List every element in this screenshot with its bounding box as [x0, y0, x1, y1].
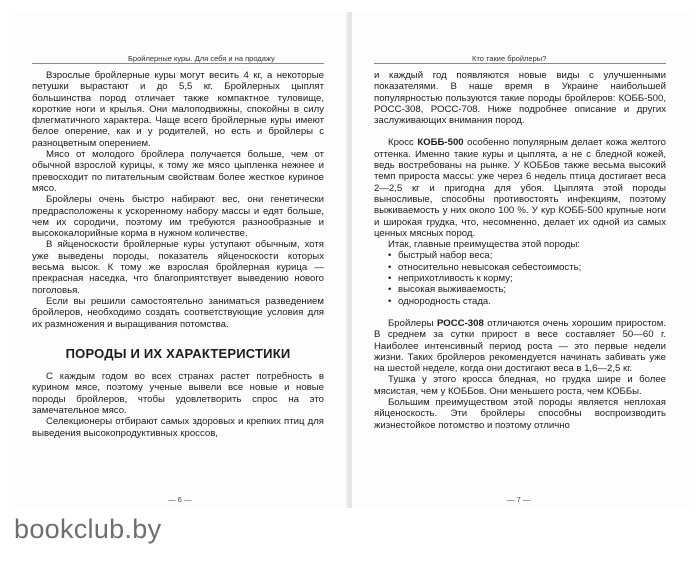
paragraph: и каждый год появляются новые виды с улучшенными показателями. В наше время в Украине наибольшей популярностью пользуются такие породы бройлеров: КОББ-500, РОСС-308, РОСС-708. Ниже подробнее описание и других заслуживающих внимания пород. [374, 70, 666, 127]
paragraph: В яйценоскости бройлерные куры уступают обычным, хотя уже выведены породы, показатель яйценоскости которых весьма высок. К тому же взрослая бройлерная курица — прекрасная наседка, что благоприятствует выведению нового поголовья. [32, 239, 324, 296]
list-item: • высокая выживаемость; [388, 284, 666, 295]
paragraph: Бройлеры очень быстро набирают вес, они генетически предрасположены к ускоренному набору массы и едят больше, чем их сородичи, поэтому им требуются разнообразные и высококалорийные корма в нужном количестве. [32, 194, 324, 240]
cobb-description: особенно популярным делает кожа желтого оттенка. Именно такие куры и цыплята, а не с бледной кожей, ведь востребованы на рынке. У КОББов также весьма высокий темп прироста массы: уже через 6 недель птица достигает веса 2—2,5 кг и пригодна для убоя. Цыплята этой породы выносливые, способны противостоять инфекциям, поэтому выживаемость у них около 100 %. У кур КОББ-500 крупные ноги и широкая грудка, что, несомненно, делает их одной из самых ценных мясных пород. [374, 137, 666, 239]
list-item: • неприхотливость к корму; [388, 273, 666, 284]
paragraph-ross [374, 318, 666, 374]
breed-name-ross: РОСС-308 [437, 317, 484, 329]
paragraph: Взрослые бройлерные куры могут весить 4 кг, а некоторые петушки вырастают и до 5,5 кг. Бройлерных цыплят большинства пород отличает также компактное туловище, короткие ноги и крылья. Они малоподвижны, спокойны в силу флегматичного характера. Чаще всего бройлерные куры имеют белое оперение, как и у родителей, но есть и бройлеры с разноцветным оперением. [32, 70, 324, 149]
watermark-logo: bookclub.by [14, 514, 162, 544]
right-page [352, 12, 690, 508]
paragraph: Тушка у этого кросса бледная, но грудка шире и более мясистая, чем у КОББов. Они меньшего роста, чем КОББы. [374, 374, 666, 397]
breed-name-cobb: КОББ-500 [417, 137, 464, 149]
right-page-body [374, 70, 666, 431]
ross-lead-text: Бройлеры [388, 317, 437, 329]
left-page [10, 12, 348, 508]
ross-description: отличаются очень хорошим приростом. В среднем за сутки прирост в весе составляет 50—60 г. Наиболее интенсивный период роста — это первые недели жизни. Таких бройлеров рекомендуется начинать забивать уже на шестой неделе, когда они достигают веса в 1,6—2,5 кг. [374, 317, 666, 375]
left-page-body [32, 70, 324, 439]
running-head-left: Бройлерные куры. Для себя и на продажу [128, 54, 275, 63]
page-number-left: — 6 — [168, 495, 192, 504]
paragraph: Большим преимуществом этой породы является неплохая яйценоскость. Эти бройлеры способны воспроизводить жизнестойкое потомство и поэтому отлично [374, 397, 666, 431]
running-head-rule [374, 63, 666, 64]
paragraph: Если вы решили самостоятельно заниматься разведением бройлеров, необходимо создать соответствующие условия для их размножения и выращивания потомства. [32, 295, 324, 330]
page-number-right: — 7 — [507, 495, 531, 504]
list-item: • однородность стада. [388, 296, 666, 307]
list-item: • относительно невысокая себестоимость; [388, 262, 666, 273]
advantages-list [374, 250, 666, 306]
cobb-lead-text: Кросс [388, 137, 418, 149]
paragraph: Мясо от молодого бройлера получается больше, чем от обычной взрослой курицы, к тому же мясо цыпленка нежнее и превосходит по питательным свойствам более жесткое куриное мясо. [32, 149, 324, 194]
running-head-right: Кто такие бройлеры? [472, 54, 547, 63]
section-heading: ПОРОДЫ И ИХ ХАРАКТЕРИСТИКИ [65, 345, 291, 361]
paragraph-cobb [374, 137, 666, 239]
paragraph: С каждым годом во всех странах растет потребность в курином мясе, поэтому ученые вывели все новые и новые породы бройлеров, чтобы удовлетворить спрос на это замечательное мясо. [32, 371, 324, 417]
advantages-intro: Итак, главные преимущества этой породы: [388, 239, 581, 251]
running-head-rule [32, 63, 324, 64]
list-item: • быстрый набор веса; [388, 250, 666, 261]
book-spread [10, 12, 690, 508]
paragraph: Селекционеры отбирают самых здоровых и крепких птиц для выведения высокопродуктивных кроссов, [32, 416, 324, 439]
